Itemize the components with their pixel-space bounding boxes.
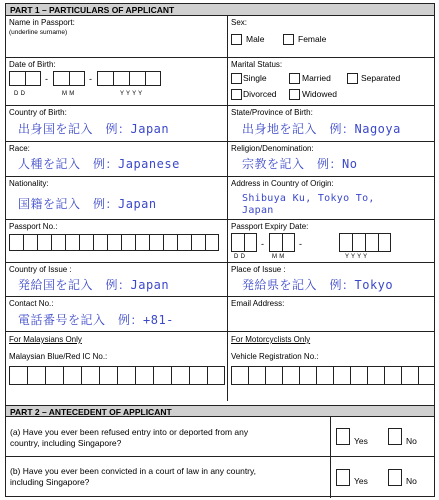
address-label: Address in Country of Origin: xyxy=(231,179,334,188)
malaysians-heading: For Malaysians Only xyxy=(9,335,82,344)
question-a-yes-label: Yes xyxy=(354,436,368,446)
nationality-label: Nationality: xyxy=(9,179,49,188)
vehicle-reg-boxes[interactable] xyxy=(231,366,435,385)
marital-divorced-checkbox[interactable] xyxy=(231,89,242,100)
sex-male-label: Male xyxy=(246,34,265,44)
place-issue-label: Place of Issue : xyxy=(231,265,286,274)
marital-single-checkbox[interactable] xyxy=(231,73,242,84)
name-sublabel: (underline surname) xyxy=(9,29,68,36)
country-issue-label: Country of Issue : xyxy=(9,265,72,274)
sex-female-label: Female xyxy=(298,34,327,44)
application-form: PART 1 – PARTICULARS OF APPLICANT Name in Passport: (underline surname) Sex: Male Female Date of Birth: - - D D M M Y Y Y Y Marital Status: Single Married Separated Divorced Widowed Country of Birth: 出身国を記入 例：Japan State/Province of Birth: 出身地を記入 例：Nagoya Race: 人種を記入 例：Japanese Religion/Denomination: 宗教を記入 例：No Nationality: 国籍を記入 例：Japan Address in Country of Origin: Shibuya Ku, Tokyo To, Japan Passport No.: Passport Expiry Date: - - D D M M Y Y Y Y Country of Issue : 発給国を記入 例：Japan Place of Issue : 発給県を記入 例：Tokyo Contact No.: 電話番号を記入 例：+81- Email Address: For Malaysians Only Malaysian Blue/Red IC No.: For Motorcyclists Only Vehicle Registration No.: PART 2 – ANTECEDENT OF APPLICANT (a) Have you ever been refused entry into or deported from any country, including Singapore? Yes No (b) Have you ever been convicted in a court of law in any country, including Singapore? Yes No xyxy=(5,3,435,497)
marital-separated-checkbox[interactable] xyxy=(347,73,358,84)
question-a-no-checkbox[interactable] xyxy=(388,428,402,445)
race-value[interactable]: 人種を記入 例：Japanese xyxy=(18,157,180,171)
expiry-year-boxes[interactable] xyxy=(339,233,391,252)
race-label: Race: xyxy=(9,144,30,153)
contact-label: Contact No.: xyxy=(9,299,54,308)
email-label: Email Address: xyxy=(231,299,285,308)
dob-label: Date of Birth: xyxy=(9,60,56,69)
marital-married-checkbox[interactable] xyxy=(289,73,300,84)
country-birth-label: Country of Birth: xyxy=(9,108,67,117)
religion-label: Religion/Denomination: xyxy=(231,144,314,153)
country-birth-value[interactable]: 出身国を記入 例：Japan xyxy=(18,122,170,136)
expiry-day-boxes[interactable] xyxy=(231,233,257,252)
state-birth-value[interactable]: 出身地を記入 例：Nagoya xyxy=(242,122,401,136)
nationality-value[interactable]: 国籍を記入 例：Japan xyxy=(18,197,157,211)
part1-header: PART 1 – PARTICULARS OF APPLICANT xyxy=(6,4,434,16)
question-b-yes-checkbox[interactable] xyxy=(336,469,350,486)
state-birth-label: State/Province of Birth: xyxy=(231,108,313,117)
ic-no-label: Malaysian Blue/Red IC No.: xyxy=(9,352,108,361)
question-b-yes-label: Yes xyxy=(354,476,368,486)
address-line1[interactable]: Shibuya Ku, Tokyo To, xyxy=(242,193,375,204)
sex-male-checkbox[interactable] xyxy=(231,34,242,45)
question-a-text: (a) Have you ever been refused entry into or deported from any country, including Singapore? xyxy=(10,427,249,448)
sex-label: Sex: xyxy=(231,18,248,27)
question-a-yes-checkbox[interactable] xyxy=(336,428,350,445)
vehicle-reg-label: Vehicle Registration No.: xyxy=(231,352,319,361)
religion-value[interactable]: 宗教を記入 例：No xyxy=(242,157,358,171)
motorcyclists-heading: For Motorcyclists Only xyxy=(231,335,311,344)
passport-no-boxes[interactable] xyxy=(9,234,219,251)
address-line2[interactable]: Japan xyxy=(242,205,274,216)
place-issue-value[interactable]: 発給県を記入 例：Tokyo xyxy=(242,278,394,292)
question-b-text: (b) Have you ever been convicted in a court of law in any country, including Singapore? xyxy=(10,466,256,487)
passport-no-label: Passport No.: xyxy=(9,222,58,231)
dob-month-boxes[interactable] xyxy=(53,71,85,86)
expiry-month-boxes[interactable] xyxy=(269,233,295,252)
question-a-no-label: No xyxy=(406,436,417,446)
marital-label: Marital Status: xyxy=(231,60,283,69)
passport-expiry-label: Passport Expiry Date: xyxy=(231,222,309,231)
ic-no-boxes[interactable] xyxy=(9,366,225,385)
name-label: Name in Passport: xyxy=(9,18,75,27)
dob-year-boxes[interactable] xyxy=(97,71,161,86)
dob-day-boxes[interactable] xyxy=(9,71,41,86)
contact-value[interactable]: 電話番号を記入 例：+81- xyxy=(18,313,174,327)
sex-female-checkbox[interactable] xyxy=(283,34,294,45)
part2-header: PART 2 – ANTECEDENT OF APPLICANT xyxy=(6,405,434,417)
question-b-no-checkbox[interactable] xyxy=(388,469,402,486)
marital-widowed-checkbox[interactable] xyxy=(289,89,300,100)
question-b-no-label: No xyxy=(406,476,417,486)
country-issue-value[interactable]: 発給国を記入 例：Japan xyxy=(18,278,170,292)
